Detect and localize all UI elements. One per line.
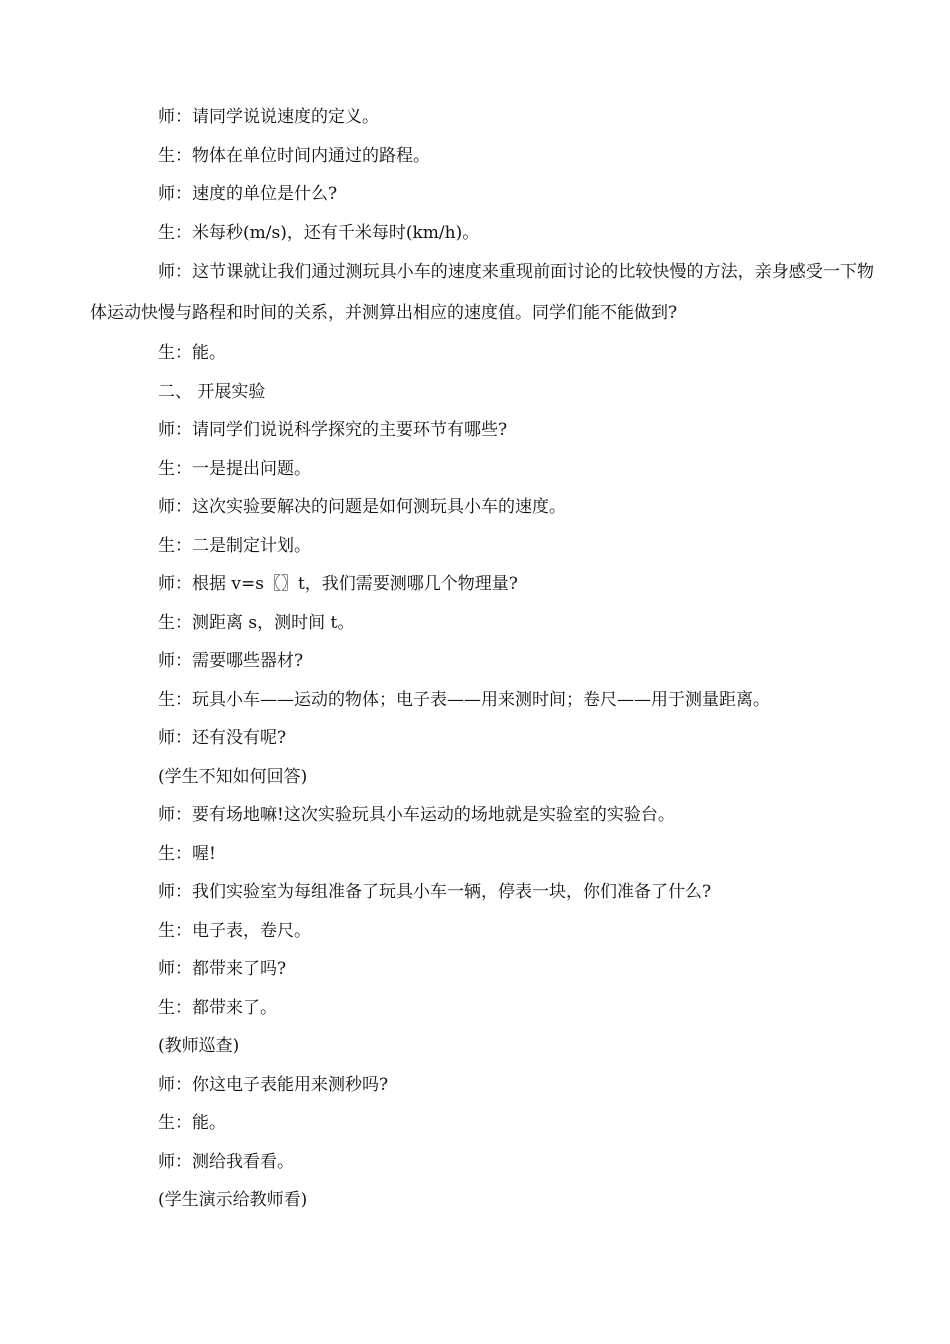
dialogue-line: 师：都带来了吗? <box>158 959 287 979</box>
dialogue-line: 生：能。 <box>158 1113 226 1133</box>
dialogue-line: 师：请同学们说说科学探究的主要环节有哪些? <box>158 420 508 440</box>
dialogue-line: 师：这节课就让我们通过测玩具小车的速度来重现前面讨论的比较快慢的方法，亲身感受一下物体运动快慢与路程和时间的关系，并测算出相应的速度值。同学们能不能做到? <box>90 262 874 323</box>
dialogue-line: 生：物体在单位时间内通过的路程。 <box>158 145 430 166</box>
dialogue-line: 生：一是提出问题。 <box>158 458 311 479</box>
stage-direction: (学生演示给教师看) <box>158 1190 308 1210</box>
dialogue-line: 师：这次实验要解决的问题是如何测玩具小车的速度。 <box>158 497 566 517</box>
dialogue-line: 师：你这电子表能用来测秒吗? <box>158 1074 389 1095</box>
dialogue-line: 生：电子表，卷尺。 <box>158 920 311 941</box>
dialogue-line: 生：测距离 s，测时间 t。 <box>158 612 355 633</box>
document-body <box>90 98 874 1220</box>
dialogue-line: 师：请同学说说速度的定义。 <box>158 107 379 127</box>
dialogue-line: 生：喔! <box>158 843 216 864</box>
dialogue-line: 生：都带来了。 <box>158 997 277 1018</box>
dialogue-line: 师：根据 v=s〖〗t，我们需要测哪几个物理量? <box>158 574 518 594</box>
dialogue-line: 生：米每秒(m/s)，还有千米每时(km/h)。 <box>158 222 480 243</box>
stage-direction: (学生不知如何回答) <box>158 766 308 787</box>
section-heading: 二、 开展实验 <box>158 381 266 402</box>
dialogue-line: 生：能。 <box>158 343 226 363</box>
dialogue-line: 师：速度的单位是什么? <box>158 184 338 204</box>
dialogue-line: 师：需要哪些器材? <box>158 651 304 671</box>
dialogue-line: 师：还有没有呢? <box>158 728 287 748</box>
dialogue-line: 师：测给我看看。 <box>158 1151 294 1172</box>
dialogue-line: 师：我们实验室为每组准备了玩具小车一辆，停表一块，你们准备了什么? <box>158 882 712 902</box>
dialogue-line: 生：玩具小车——运动的物体；电子表——用来测时间；卷尺——用于测量距离。 <box>158 689 770 710</box>
stage-direction: (教师巡查) <box>158 1036 240 1056</box>
dialogue-line: 师：要有场地嘛!这次实验玩具小车运动的场地就是实验室的实验台。 <box>158 805 675 825</box>
dialogue-line: 生：二是制定计划。 <box>158 535 311 556</box>
